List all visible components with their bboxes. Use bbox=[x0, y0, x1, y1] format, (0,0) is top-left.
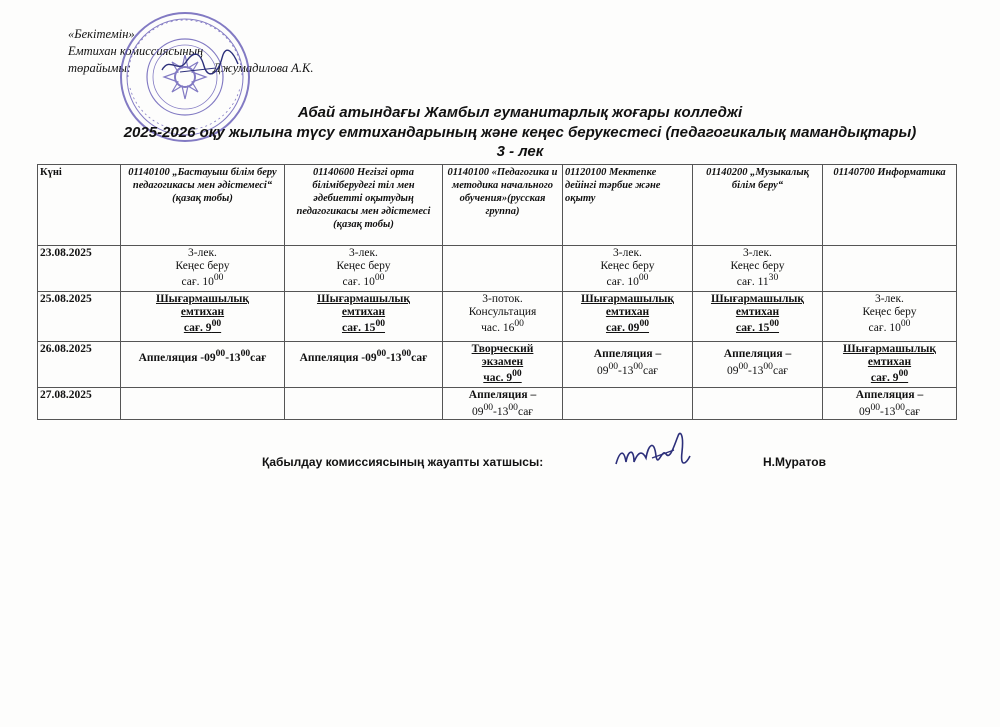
approval-name: Джумадилова А.К. bbox=[213, 61, 314, 75]
secretary-name: Н.Муратов bbox=[763, 455, 826, 469]
table-cell: Шығармашылық емтихан сағ. $9^{00}$ bbox=[121, 292, 285, 342]
date-cell: 26.08.2025 bbox=[38, 342, 121, 388]
schedule-table bbox=[37, 164, 957, 420]
secretary-signature bbox=[612, 428, 702, 478]
column-header: 01140200 „Музыкалық білім беру“ bbox=[693, 165, 823, 246]
table-row bbox=[38, 292, 957, 342]
table-cell: Аппеляция – $09^{00}-13^{00}сағ$ bbox=[693, 342, 823, 388]
column-header: 01140100 «Педагогика и методика начального обучения»(русская группа) bbox=[443, 165, 563, 246]
table-cell: Творческий экзамен час. $9^{00}$ bbox=[443, 342, 563, 388]
table-row bbox=[38, 342, 957, 388]
chair-signature bbox=[160, 48, 240, 78]
table-cell: Шығармашылық емтихан сағ. $9^{00}$ bbox=[823, 342, 957, 388]
table-cell: 3-лек. Кеңес беру сағ. $10^{00}$ bbox=[823, 292, 957, 342]
table-cell: Аппеляция $-09^{00}-13^{00}сағ$ bbox=[285, 342, 443, 388]
table-cell: 3-лек. Кеңес беру сағ. $10^{00}$ bbox=[121, 246, 285, 292]
table-cell: Аппеляция – $09^{00}-13^{00}сағ$ bbox=[443, 388, 563, 420]
approval-line-2: Емтихан комиссиясының bbox=[68, 44, 204, 58]
column-header: 01140700 Информатика bbox=[823, 165, 957, 246]
column-header: Күні bbox=[38, 165, 121, 246]
table-cell: 3-лек. Кеңес беру сағ. $10^{00}$ bbox=[285, 246, 443, 292]
column-header: 01140100 „Бастауыш білім беру педагогикасы мен әдістемесі“ (қазақ тобы) bbox=[121, 165, 285, 246]
table-cell: Шығармашылық емтихан сағ. $15^{00}$ bbox=[693, 292, 823, 342]
table-cell: Шығармашылық емтихан сағ. $09^{00}$ bbox=[563, 292, 693, 342]
date-cell: 25.08.2025 bbox=[38, 292, 121, 342]
date-cell: 27.08.2025 bbox=[38, 388, 121, 420]
secretary-label: Қабылдау комиссиясының жауапты хатшысы: bbox=[262, 455, 544, 469]
stream-title: 3 - лек bbox=[496, 143, 544, 160]
table-cell: 3-лек. Кеңес беру сағ. $10^{00}$ bbox=[563, 246, 693, 292]
table-cell: Аппеляция $-09^{00}-13^{00}сағ$ bbox=[121, 342, 285, 388]
schedule-title: 2025-2026 оқу жылына түсу емтихандарының және кеңес берукестесі (педагогикалық мамандықтары) bbox=[123, 124, 917, 141]
approval-line-1: «Бекітемін» bbox=[68, 27, 135, 41]
date-cell: 23.08.2025 bbox=[38, 246, 121, 292]
table-cell bbox=[443, 246, 563, 292]
table-header-row bbox=[38, 165, 957, 246]
table-cell bbox=[693, 388, 823, 420]
table-row bbox=[38, 246, 957, 292]
column-header: 01120100 Мектепке дейінгі тәрбие және оқыту bbox=[563, 165, 693, 246]
table-row bbox=[38, 388, 957, 420]
column-header: 01140600 Негізгі орта біліміберудегі тіл мен әдебиетті оқытудың педагогикасы мен әдістемесі (қазақ тобы) bbox=[285, 165, 443, 246]
table-cell bbox=[285, 388, 443, 420]
table-cell: 3-лек. Кеңес беру сағ. $11^{30}$ bbox=[693, 246, 823, 292]
table-cell bbox=[563, 388, 693, 420]
table-cell bbox=[121, 388, 285, 420]
table-cell bbox=[823, 246, 957, 292]
table-cell: Аппеляция – $09^{00}-13^{00}сағ$ bbox=[563, 342, 693, 388]
college-title: Абай атындағы Жамбыл гуманитарлық жоғары колледжі bbox=[297, 104, 743, 121]
approval-line-3: төрайымы: Джумадилова А.К. bbox=[68, 61, 314, 75]
table-cell: Шығармашылық емтихан сағ. $15^{00}$ bbox=[285, 292, 443, 342]
table-cell: Аппеляция – $09^{00}-13^{00}сағ$ bbox=[823, 388, 957, 420]
table-cell: 3-поток. Консультация час. $16^{00}$ bbox=[443, 292, 563, 342]
